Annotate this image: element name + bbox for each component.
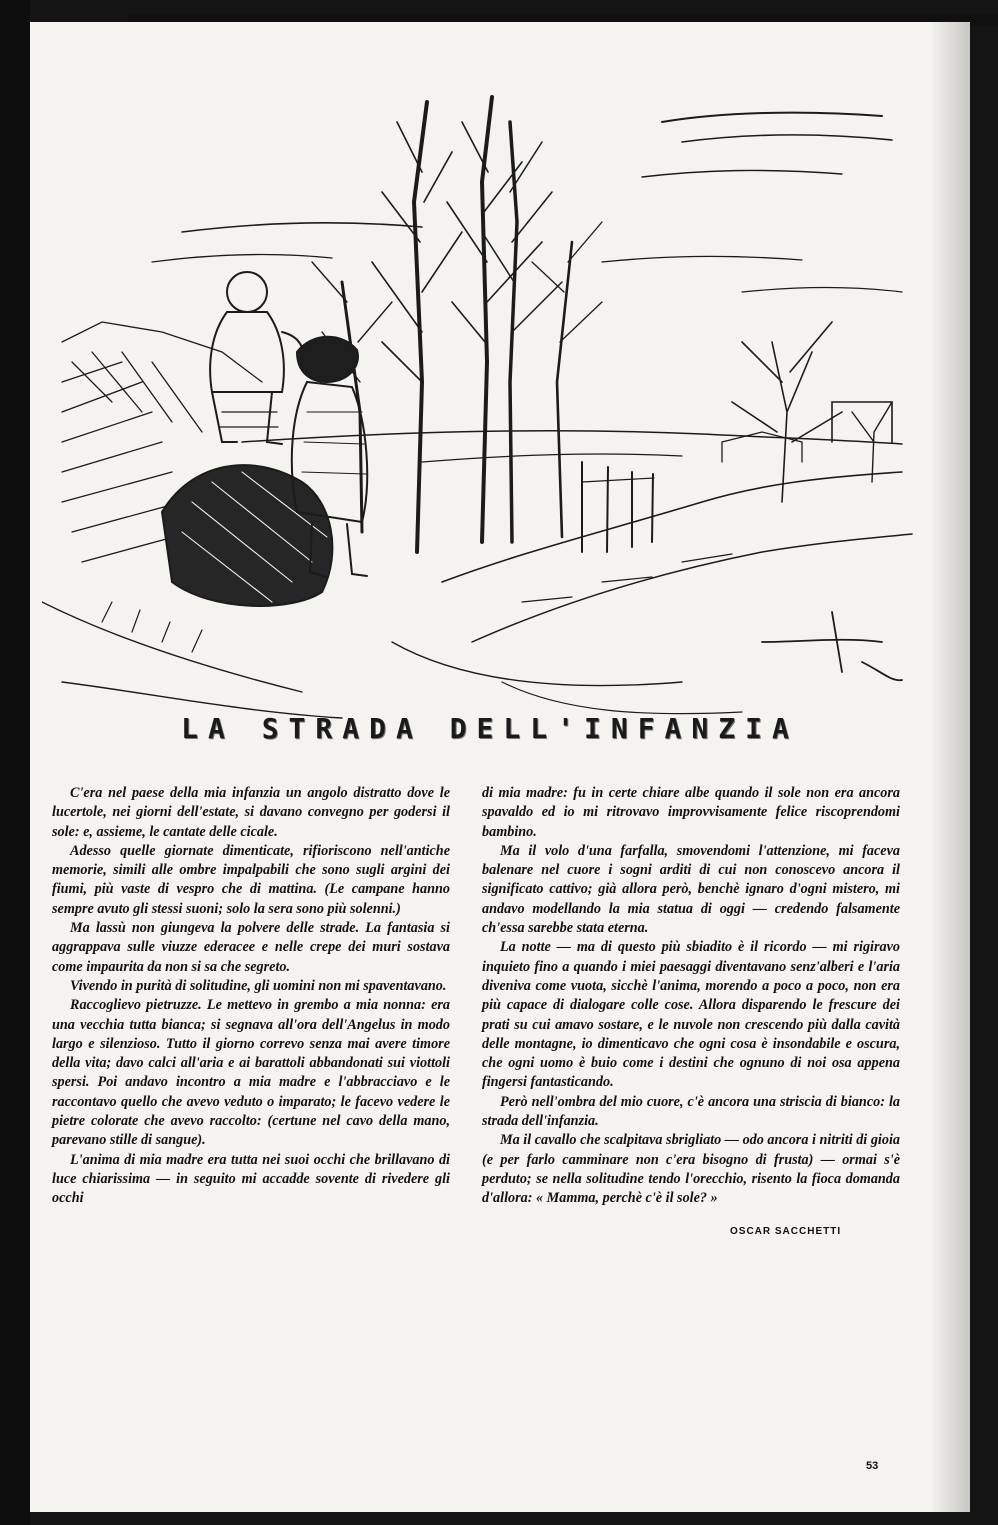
page-number: 53 (866, 1460, 879, 1472)
page-gutter-shade (930, 22, 970, 1512)
paragraph: L'anima di mia madre era tutta nei suoi occhi che brillavano di luce chiarissima — in seguito mi accadde sovente di rivedere gli occhi (52, 1151, 450, 1207)
paragraph: Però nell'ombra del mio cuore, c'è ancora una striscia di bianco: la strada dell'infanzia. (482, 1093, 900, 1130)
paragraph: Ma il volo d'una farfalla, smovendomi l'attenzione, mi faceva balenare nel cuore i sogni arditi di cui non conoscevo ancora il significato cattivo; già allora però, benchè ignaro d'ogni mistero, mi andavo modellando la mia statua di oggi — credendo falsamente ch'essa sarebbe stata eterna. (482, 842, 900, 937)
paragraph: Adesso quelle giornate dimenticate, rifioriscono nell'antiche memorie, simili alle ombre impalpabili che sono sugli argini dei fiumi, più vaste di vespro che di mattina. (Le campane hanno sempre avuto gli stessi suoni; solo la sera sono più solenni.) (52, 842, 450, 917)
paragraph: Ma lassù non giungeva la polvere delle strade. La fantasia si aggrappava sulle viuzze ederacee e nelle crepe dei muri sostava come impaurita da non si sa che segreto. (52, 920, 450, 975)
paragraph: Vivendo in purità di solitudine, gli uomini non mi spaventavano. (70, 977, 447, 994)
article-title: LA STRADA DELL'INFANZIA (181, 712, 799, 745)
magazine-page (30, 22, 970, 1512)
paragraph: C'era nel paese della mia infanzia un angolo distratto dove le lucertole, nei giorni dell'estate, si davano convegno per godersi il sole: e, assieme, le cantate delle cicale. (52, 785, 450, 840)
paragraph: Raccoglievo pietruzze. Le mettevo in grembo a mia nonna: era una vecchia tutta bianca; si segnava all'ora dell'Angelus in modo largo e silenzioso. Tutto il giorno correvo senza mai avere timore della vita; davo calci all'aria e ai barattoli abbandonati sui viottoli spersi. Poi andavo incontro a mia madre e l'abbracciavo e le raccontavo quello che avevo veduto o imparato; le facevo vedere le pietre colorate che avevo raccolto: (certune nel cavo della mano, parevano stille di sangue). (52, 997, 450, 1149)
article-column-left (52, 784, 450, 1209)
article-column-right (482, 784, 900, 1209)
scan-left-edge (0, 0, 30, 1525)
paragraph: di mia madre: fu in certe chiare albe quando il sole non era ancora spavaldo ed io mi ritrovavo improvvisamente felice riscoprendomi bambino. (482, 785, 900, 840)
paragraph: La notte — ma di questo più sbiadito è il ricordo — mi rigiravo inquieto fino a quando i miei paesaggi diventavano senz'alberi e l'aria diveniva come vuota, sicchè l'anima, morendo a poco a poco, non era più capace di dialogare colle cose. Allora disparendo le frescure dei prati su cui amavo sostare, e le nuvole non crescendo più dalla cavità delle montagne, io dimenticavo che ogni cosa è insondabile e oscura, che ogni uomo è buio come i destini che ognuno di noi osa appena fingersi fantasticando. (482, 939, 900, 1091)
pen-drawing-children-trees-road-icon (42, 82, 922, 722)
paragraph: Ma il cavallo che scalpitava sbrigliato — odo ancora i nitriti di gioia (e per farlo camminare non c'era bisogno di frusta) — ormai s'è perduto; se nella solitudine tendo l'orecchio, risento la fioca domanda d'allora: « Mamma, perchè c'è il sole? » (482, 1132, 900, 1207)
author-signature: OSCAR SACCHETTI (730, 1226, 842, 1237)
